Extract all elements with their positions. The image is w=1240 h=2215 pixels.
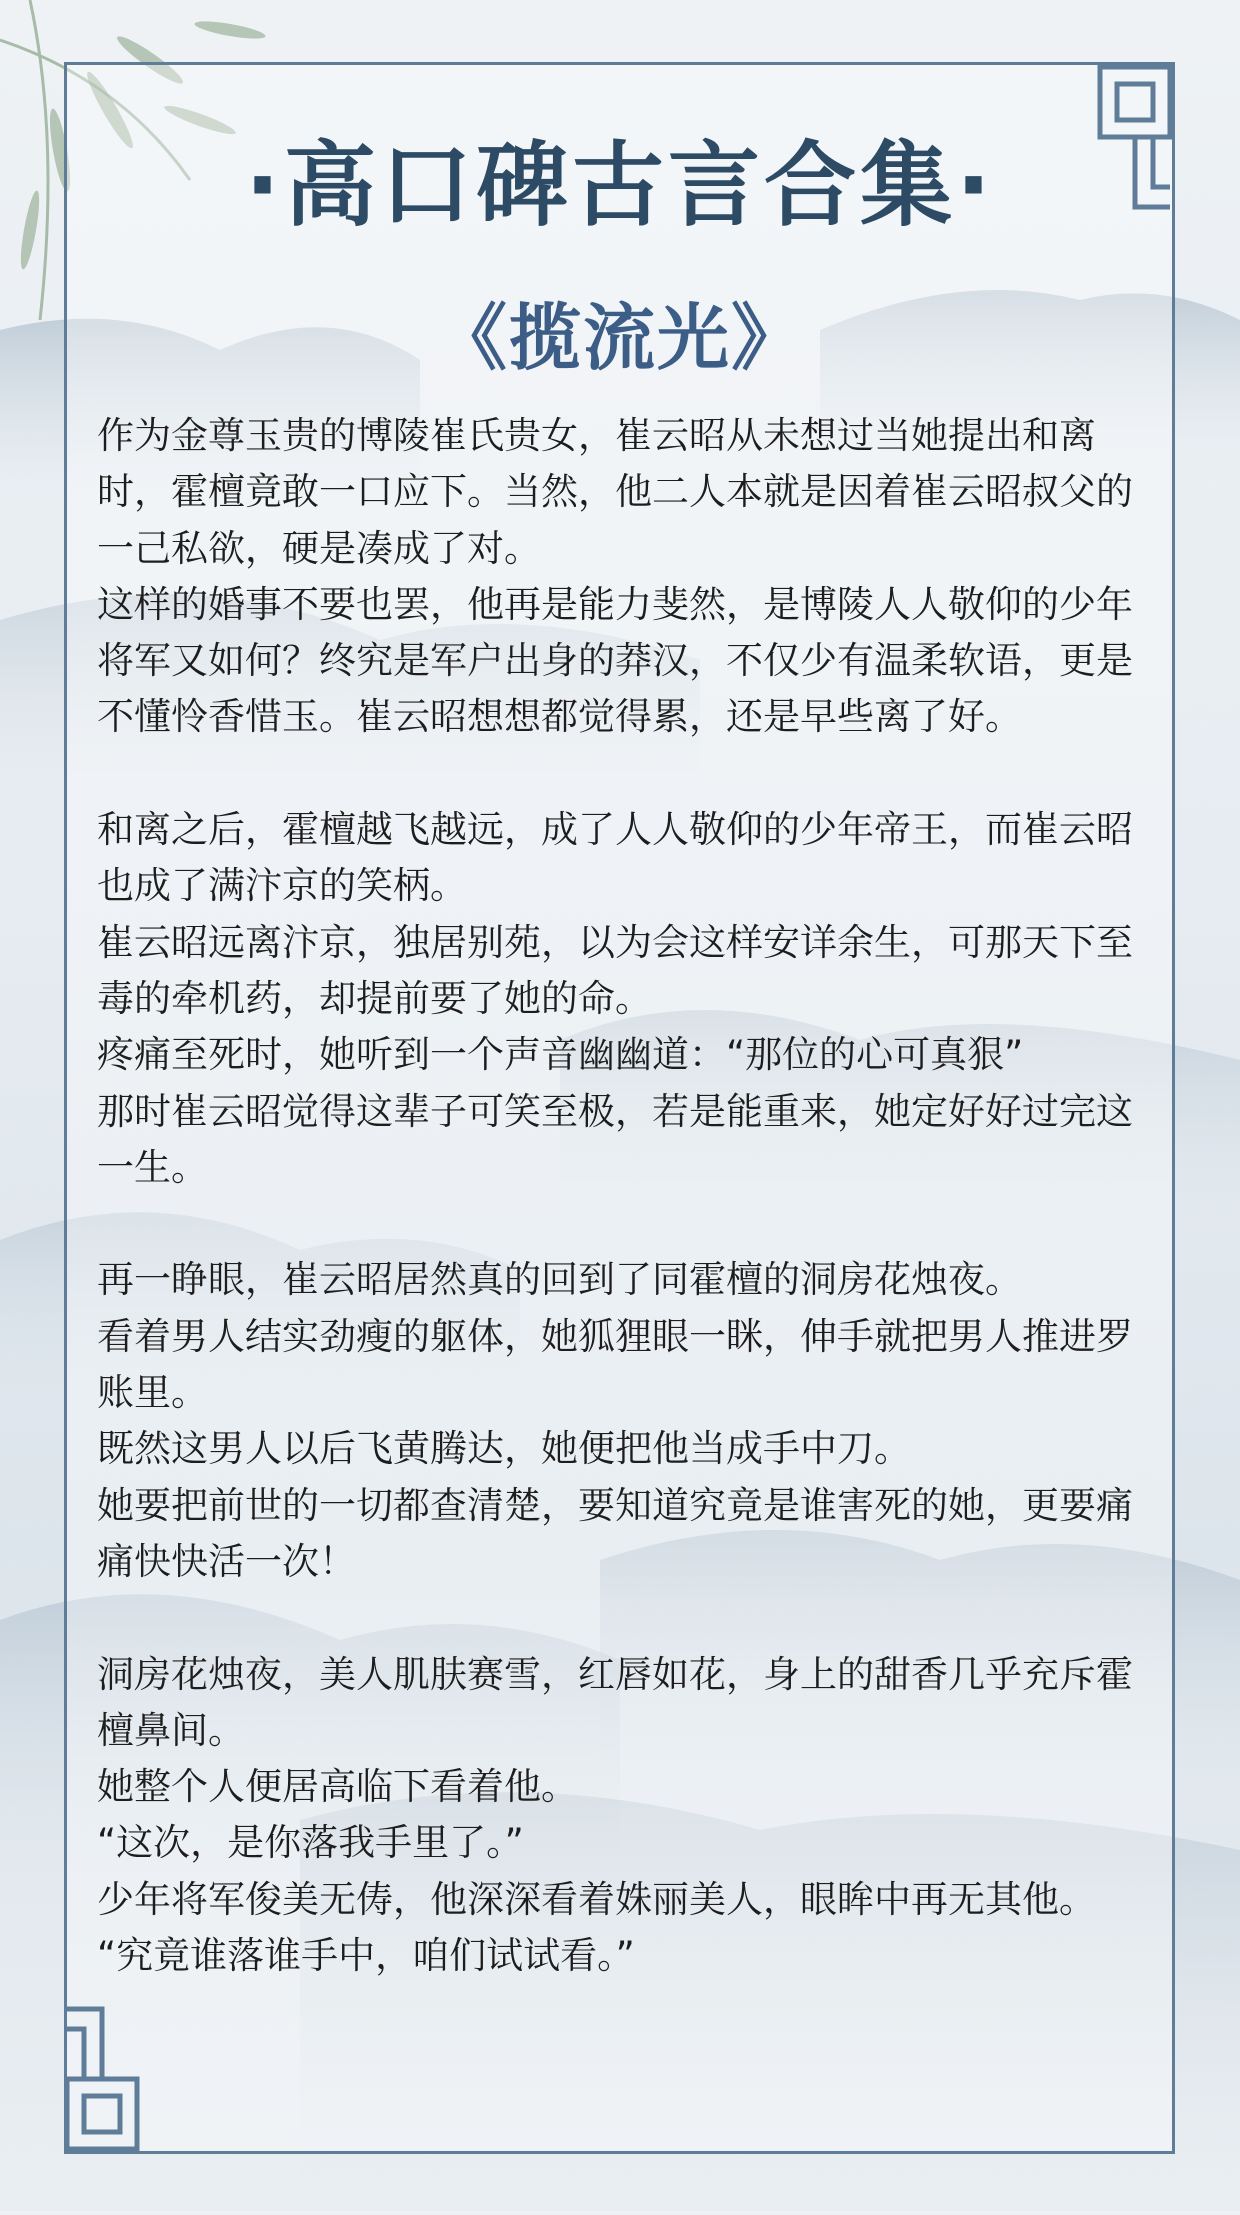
paragraph: 洞房花烛夜，美人肌肤赛雪，红唇如花，身上的甜香几乎充斥霍檀鼻间。 — [97, 1652, 1133, 1752]
paragraph: 这样的婚事不要也罢，他再是能力斐然，是博陵人人敬仰的少年将军又如何？终究是军户出身的莽汉，不仅少有温柔软语，更是不懂怜香惜玉。崔云昭想想都觉得累，还是早些离了好。 — [97, 582, 1133, 739]
paragraph: 她整个人便居高临下看着他。 — [97, 1765, 578, 1809]
paragraph: 崔云昭远离汴京，独居别苑，以为会这样安详余生，可那天下至毒的牵机药，却提前要了她的命。 — [97, 920, 1133, 1020]
paragraph: “这次，是你落我手里了。” — [97, 1821, 524, 1865]
book-title: 《揽流光》 — [434, 296, 805, 380]
paragraph: 那时崔云昭觉得这辈子可笑至极，若是能重来，她定好好过完这一生。 — [97, 1089, 1133, 1189]
paragraph: 疼痛至死时，她听到一个声音幽幽道：“那位的心可真狠” — [97, 1033, 1024, 1077]
paragraph: 她要把前世的一切都查清楚，要知道究竟是谁害死的她，更要痛痛快快活一次！ — [97, 1483, 1133, 1583]
page-title: ·高口碑古言合集· — [245, 132, 995, 239]
paragraph: “究竟谁落谁手中，咱们试试看。” — [97, 1934, 635, 1978]
paragraph: 和离之后，霍檀越飞越远，成了人人敬仰的少年帝王，而崔云昭也成了满汴京的笑柄。 — [97, 808, 1133, 908]
paragraph: 既然这男人以后飞黄腾达，她便把他当成手中刀。 — [97, 1427, 911, 1471]
synopsis-text — [97, 408, 1137, 1984]
paragraph: 看着男人结实劲瘦的躯体，她狐狸眼一眯，伸手就把男人推进罗账里。 — [97, 1314, 1133, 1415]
paragraph-spacer — [97, 1196, 1137, 1252]
paragraph: 少年将军俊美无俦，他深深看着姝丽美人，眼眸中再无其他。 — [97, 1877, 1096, 1921]
paragraph-spacer — [97, 1590, 1137, 1646]
corner-ornament-bottom-left — [62, 2004, 142, 2154]
paragraph: 作为金尊玉贵的博陵崔氏贵女，崔云昭从未想过当她提出和离时，霍檀竟敢一口应下。当然，他二人本就是因着崔云昭叔父的一己私欲，硬是凑成了对。 — [97, 414, 1133, 570]
paragraph: 再一睁眼，崔云昭居然真的回到了同霍檀的洞房花烛夜。 — [97, 1258, 1022, 1302]
paragraph-spacer — [97, 746, 1137, 802]
